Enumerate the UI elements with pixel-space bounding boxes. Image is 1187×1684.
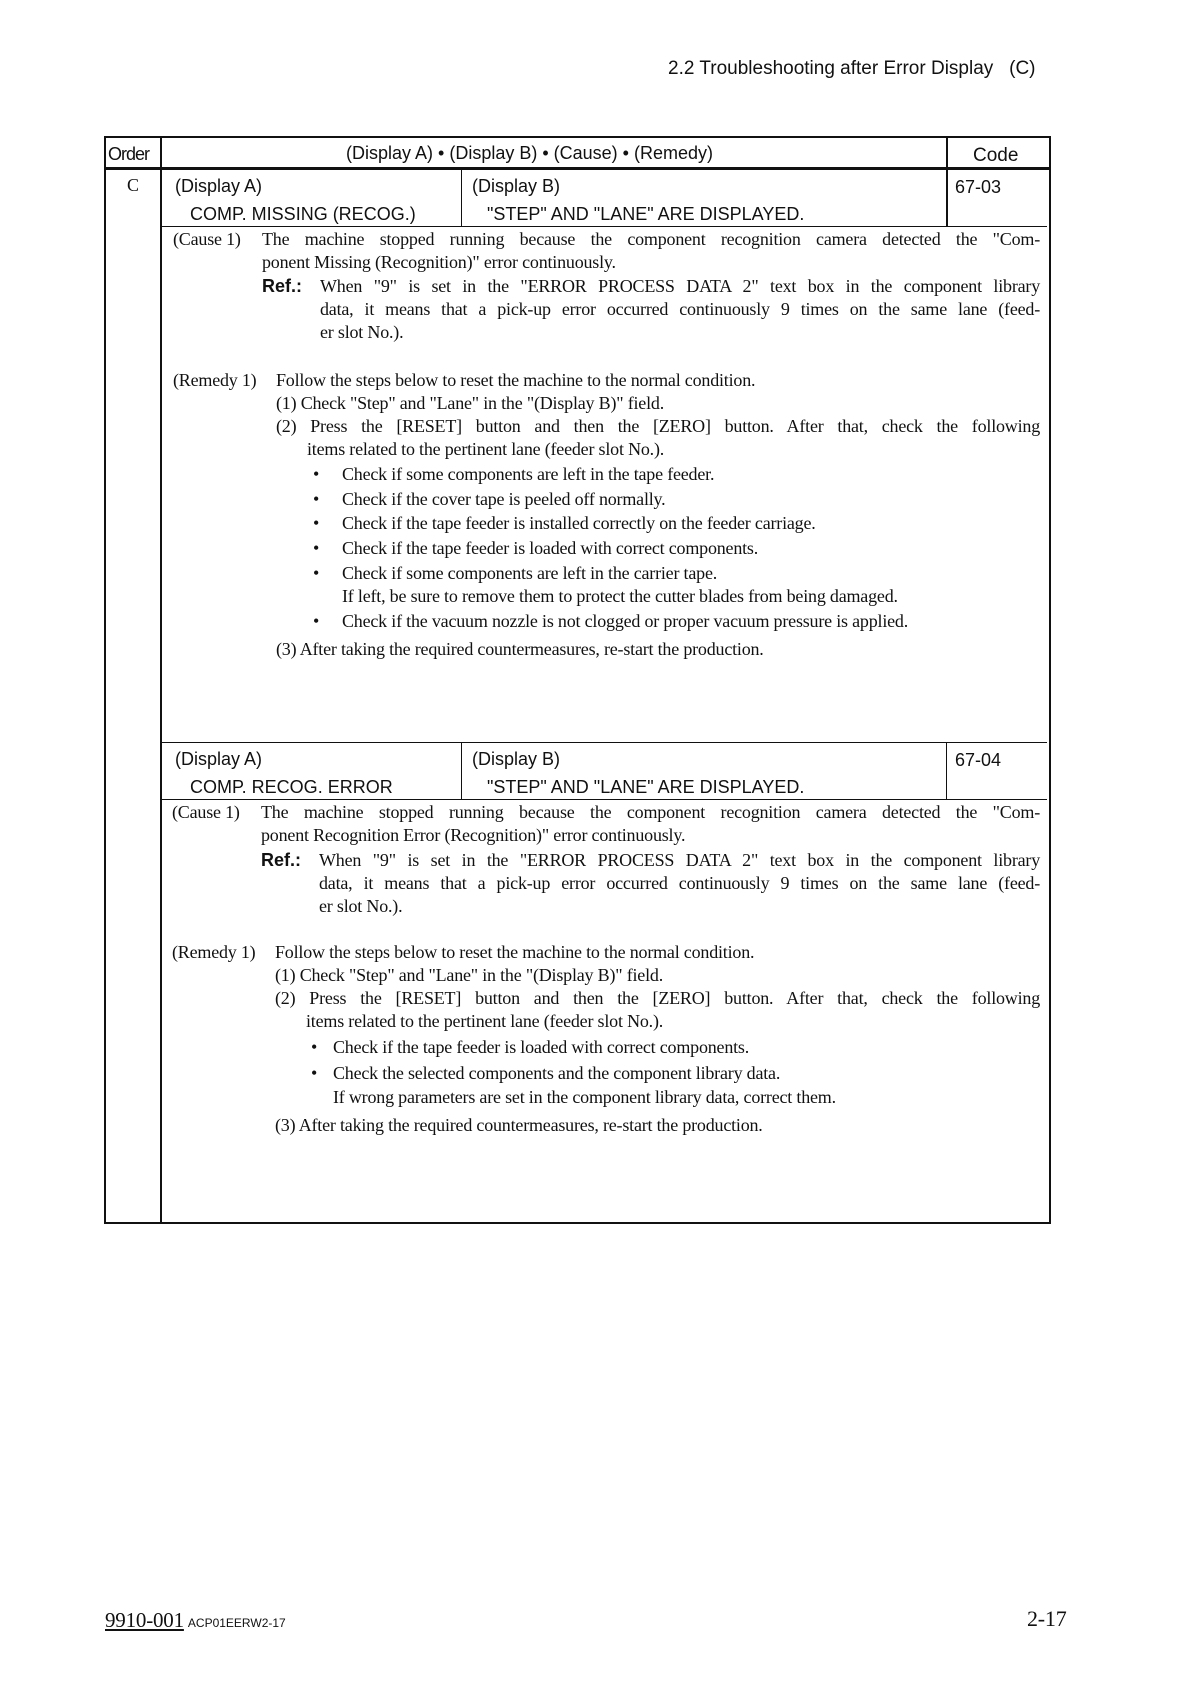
remedy-step-3: (3) After taking the required countermeasures, re-start the production. bbox=[275, 1115, 763, 1135]
display-b-label: (Display B) bbox=[472, 749, 561, 769]
divider bbox=[160, 226, 1047, 227]
error-code: 67-03 bbox=[955, 177, 1002, 197]
cause-label: (Cause 1) bbox=[173, 229, 241, 249]
remedy-step-1: (1) Check "Step" and "Lane" in the "(Display B)" field. bbox=[275, 965, 663, 985]
cause-text: The machine stopped running because the component recognition camera detected the "Com- bbox=[261, 802, 1040, 822]
bullet-icon: • bbox=[313, 489, 320, 509]
bullet-icon: • bbox=[313, 513, 320, 533]
check-note: If wrong parameters are set in the component library data, correct them. bbox=[333, 1087, 836, 1107]
bullet-icon: • bbox=[313, 611, 320, 631]
remedy-intro: Follow the steps below to reset the machine to the normal condition. bbox=[276, 370, 756, 390]
check-item: Check the selected components and the component library data. bbox=[333, 1063, 781, 1083]
bullet-icon: • bbox=[313, 464, 320, 484]
header-title: 2.2 Troubleshooting after Error Display bbox=[668, 58, 994, 79]
display-a-label: (Display A) bbox=[175, 176, 263, 196]
header-section: (C) bbox=[1009, 58, 1036, 79]
bullet-icon: • bbox=[311, 1063, 318, 1083]
divider bbox=[946, 136, 948, 227]
divider bbox=[160, 742, 1047, 743]
error-code: 67-04 bbox=[955, 750, 1002, 770]
check-item: Check if some components are left in the carrier tape. bbox=[342, 563, 718, 583]
bullet-icon: • bbox=[311, 1037, 318, 1057]
check-item: Check if the tape feeder is loaded with correct components. bbox=[333, 1037, 750, 1057]
ref-text: data, it means that a pick-up error occurred continuously 9 times on the same lane (feed- bbox=[319, 873, 1040, 893]
cause-text: ponent Missing (Recognition)" error continuously. bbox=[262, 252, 616, 272]
check-item: Check if the tape feeder is loaded with correct components. bbox=[342, 538, 759, 558]
check-note: If left, be sure to remove them to protect the cutter blades from being damaged. bbox=[342, 586, 898, 606]
header-content: (Display A) • (Display B) • (Cause) • (Remedy) bbox=[346, 143, 713, 163]
check-item: Check if the cover tape is peeled off normally. bbox=[342, 489, 666, 509]
divider bbox=[104, 167, 1049, 170]
remedy-step-3: (3) After taking the required countermeasures, re-start the production. bbox=[276, 639, 764, 659]
ref-text: data, it means that a pick-up error occurred continuously 9 times on the same lane (feed- bbox=[320, 299, 1040, 319]
page-header bbox=[668, 58, 1036, 80]
ref-text: When "9" is set in the "ERROR PROCESS DATA 2" text box in the component library bbox=[320, 276, 1040, 296]
display-b-label: (Display B) bbox=[472, 176, 561, 196]
display-b-value: "STEP" AND "LANE" ARE DISPLAYED. bbox=[487, 204, 805, 224]
ref-text: When "9" is set in the "ERROR PROCESS DATA 2" text box in the component library bbox=[319, 850, 1040, 870]
header-code: Code bbox=[973, 145, 1019, 166]
order-value: C bbox=[127, 175, 139, 195]
divider bbox=[946, 742, 947, 799]
check-item: Check if some components are left in the tape feeder. bbox=[342, 464, 715, 484]
remedy-label: (Remedy 1) bbox=[172, 942, 256, 962]
doc-code: ACP01EERW2-17 bbox=[187, 1616, 286, 1630]
check-item: Check if the vacuum nozzle is not clogged or proper vacuum pressure is applied. bbox=[342, 611, 909, 631]
remedy-step-1: (1) Check "Step" and "Lane" in the "(Display B)" field. bbox=[276, 393, 664, 413]
remedy-label: (Remedy 1) bbox=[173, 370, 257, 390]
ref-text: er slot No.). bbox=[320, 322, 404, 342]
divider bbox=[160, 799, 1047, 800]
display-a-value: COMP. RECOG. ERROR bbox=[190, 777, 393, 797]
page-number: 2-17 bbox=[1027, 1606, 1067, 1631]
bullet-icon: • bbox=[313, 538, 320, 558]
remedy-step-2: items related to the pertinent lane (feeder slot No.). bbox=[307, 439, 665, 459]
bullet-icon: • bbox=[313, 563, 320, 583]
ref-label: Ref.: bbox=[262, 276, 302, 296]
remedy-intro: Follow the steps below to reset the machine to the normal condition. bbox=[275, 942, 755, 962]
remedy-step-2: (2) Press the [RESET] button and then the [ZERO] button. After that, check the following bbox=[275, 988, 1040, 1008]
remedy-step-2: (2) Press the [RESET] button and then the [ZERO] button. After that, check the following bbox=[276, 416, 1040, 436]
divider bbox=[461, 742, 462, 799]
doc-number: 9910-001 bbox=[105, 1608, 184, 1632]
cause-text: ponent Recognition Error (Recognition)" error continuously. bbox=[261, 825, 686, 845]
cause-text: The machine stopped running because the component recognition camera detected the "Com- bbox=[262, 229, 1040, 249]
check-item: Check if the tape feeder is installed correctly on the feeder carriage. bbox=[342, 513, 816, 533]
display-a-label: (Display A) bbox=[175, 749, 263, 769]
cause-label: (Cause 1) bbox=[172, 802, 240, 822]
ref-label: Ref.: bbox=[261, 850, 301, 870]
display-a-value: COMP. MISSING (RECOG.) bbox=[190, 204, 416, 224]
divider bbox=[461, 170, 462, 227]
divider bbox=[160, 136, 162, 1222]
display-b-value: "STEP" AND "LANE" ARE DISPLAYED. bbox=[487, 777, 805, 797]
header-order: Order bbox=[108, 144, 150, 164]
ref-text: er slot No.). bbox=[319, 896, 403, 916]
page-footer bbox=[105, 1608, 286, 1633]
remedy-step-2: items related to the pertinent lane (feeder slot No.). bbox=[306, 1011, 664, 1031]
